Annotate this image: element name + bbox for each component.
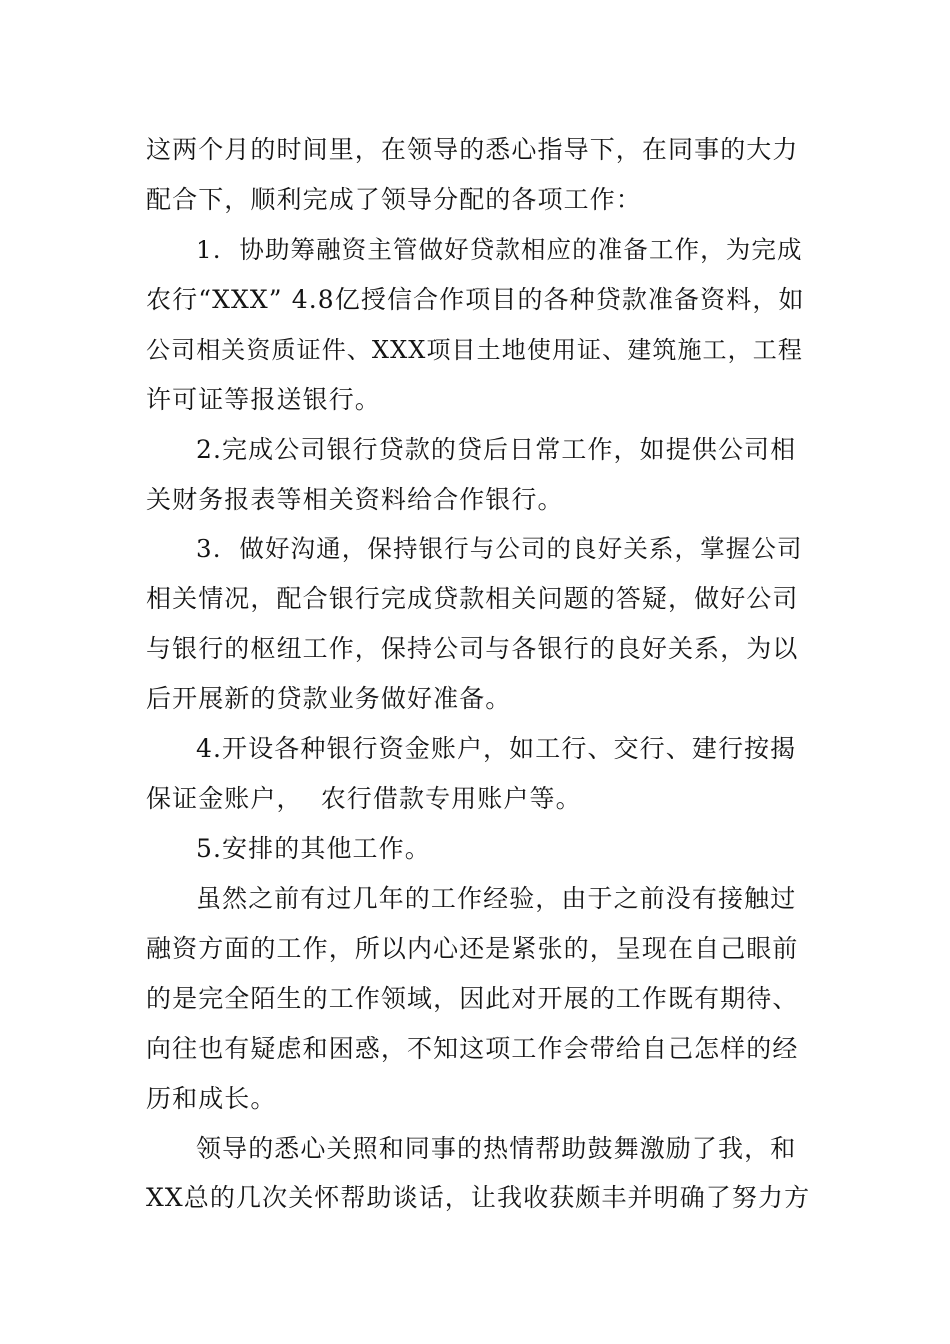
text-line: 公司相关资质证件、XXX项目土地使用证、建筑施工，工程	[146, 336, 803, 364]
text-line: 与银行的枢纽工作，保持公司与各银行的良好关系，为以	[146, 634, 799, 663]
text-line: 这两个月的时间里，在领导的悉心指导下，在同事的大力	[146, 135, 799, 164]
text-line: 融资方面的工作，所以内心还是紧张的，呈现在自己眼前	[146, 934, 799, 963]
text-line: 许可证等报送银行。	[146, 385, 381, 414]
text-line: 2.完成公司银行贷款的贷后日常工作，如提供公司相	[196, 435, 797, 464]
text-line: 保证金账户， 农行借款专用账户等。	[146, 784, 582, 813]
text-line: 向往也有疑虑和困惑，不知这项工作会带给自己怎样的经	[146, 1034, 799, 1063]
text-line: 农行“XXX” 4.8亿授信合作项目的各种贷款准备资料，如	[146, 285, 805, 314]
text-line: 关财务报表等相关资料给合作银行。	[146, 485, 564, 514]
text-line: 4.开设各种银行资金账户，如工行、交行、建行按揭	[196, 734, 797, 763]
text-line: 后开展新的贷款业务做好准备。	[146, 684, 512, 713]
text-line: 5.安排的其他工作。	[196, 834, 431, 863]
text-line: 1. 协助筹融资主管做好贷款相应的准备工作，为完成	[196, 235, 803, 264]
text-line: 相关情况，配合银行完成贷款相关问题的答疑，做好公司	[146, 584, 799, 613]
text-line: 虽然之前有过几年的工作经验，由于之前没有接触过	[196, 884, 797, 913]
text-line: 3. 做好沟通，保持银行与公司的良好关系，掌握公司	[196, 534, 803, 563]
text-line: 的是完全陌生的工作领域，因此对开展的工作既有期待、	[146, 984, 799, 1013]
text-line: 配合下，顺利完成了领导分配的各项工作：	[146, 185, 642, 214]
text-line: XX总的几次关怀帮助谈话，让我收获颇丰并明确了努力方	[146, 1183, 811, 1212]
text-line: 领导的悉心关照和同事的热情帮助鼓舞激励了我，和	[196, 1134, 797, 1163]
text-line: 历和成长。	[146, 1084, 277, 1113]
